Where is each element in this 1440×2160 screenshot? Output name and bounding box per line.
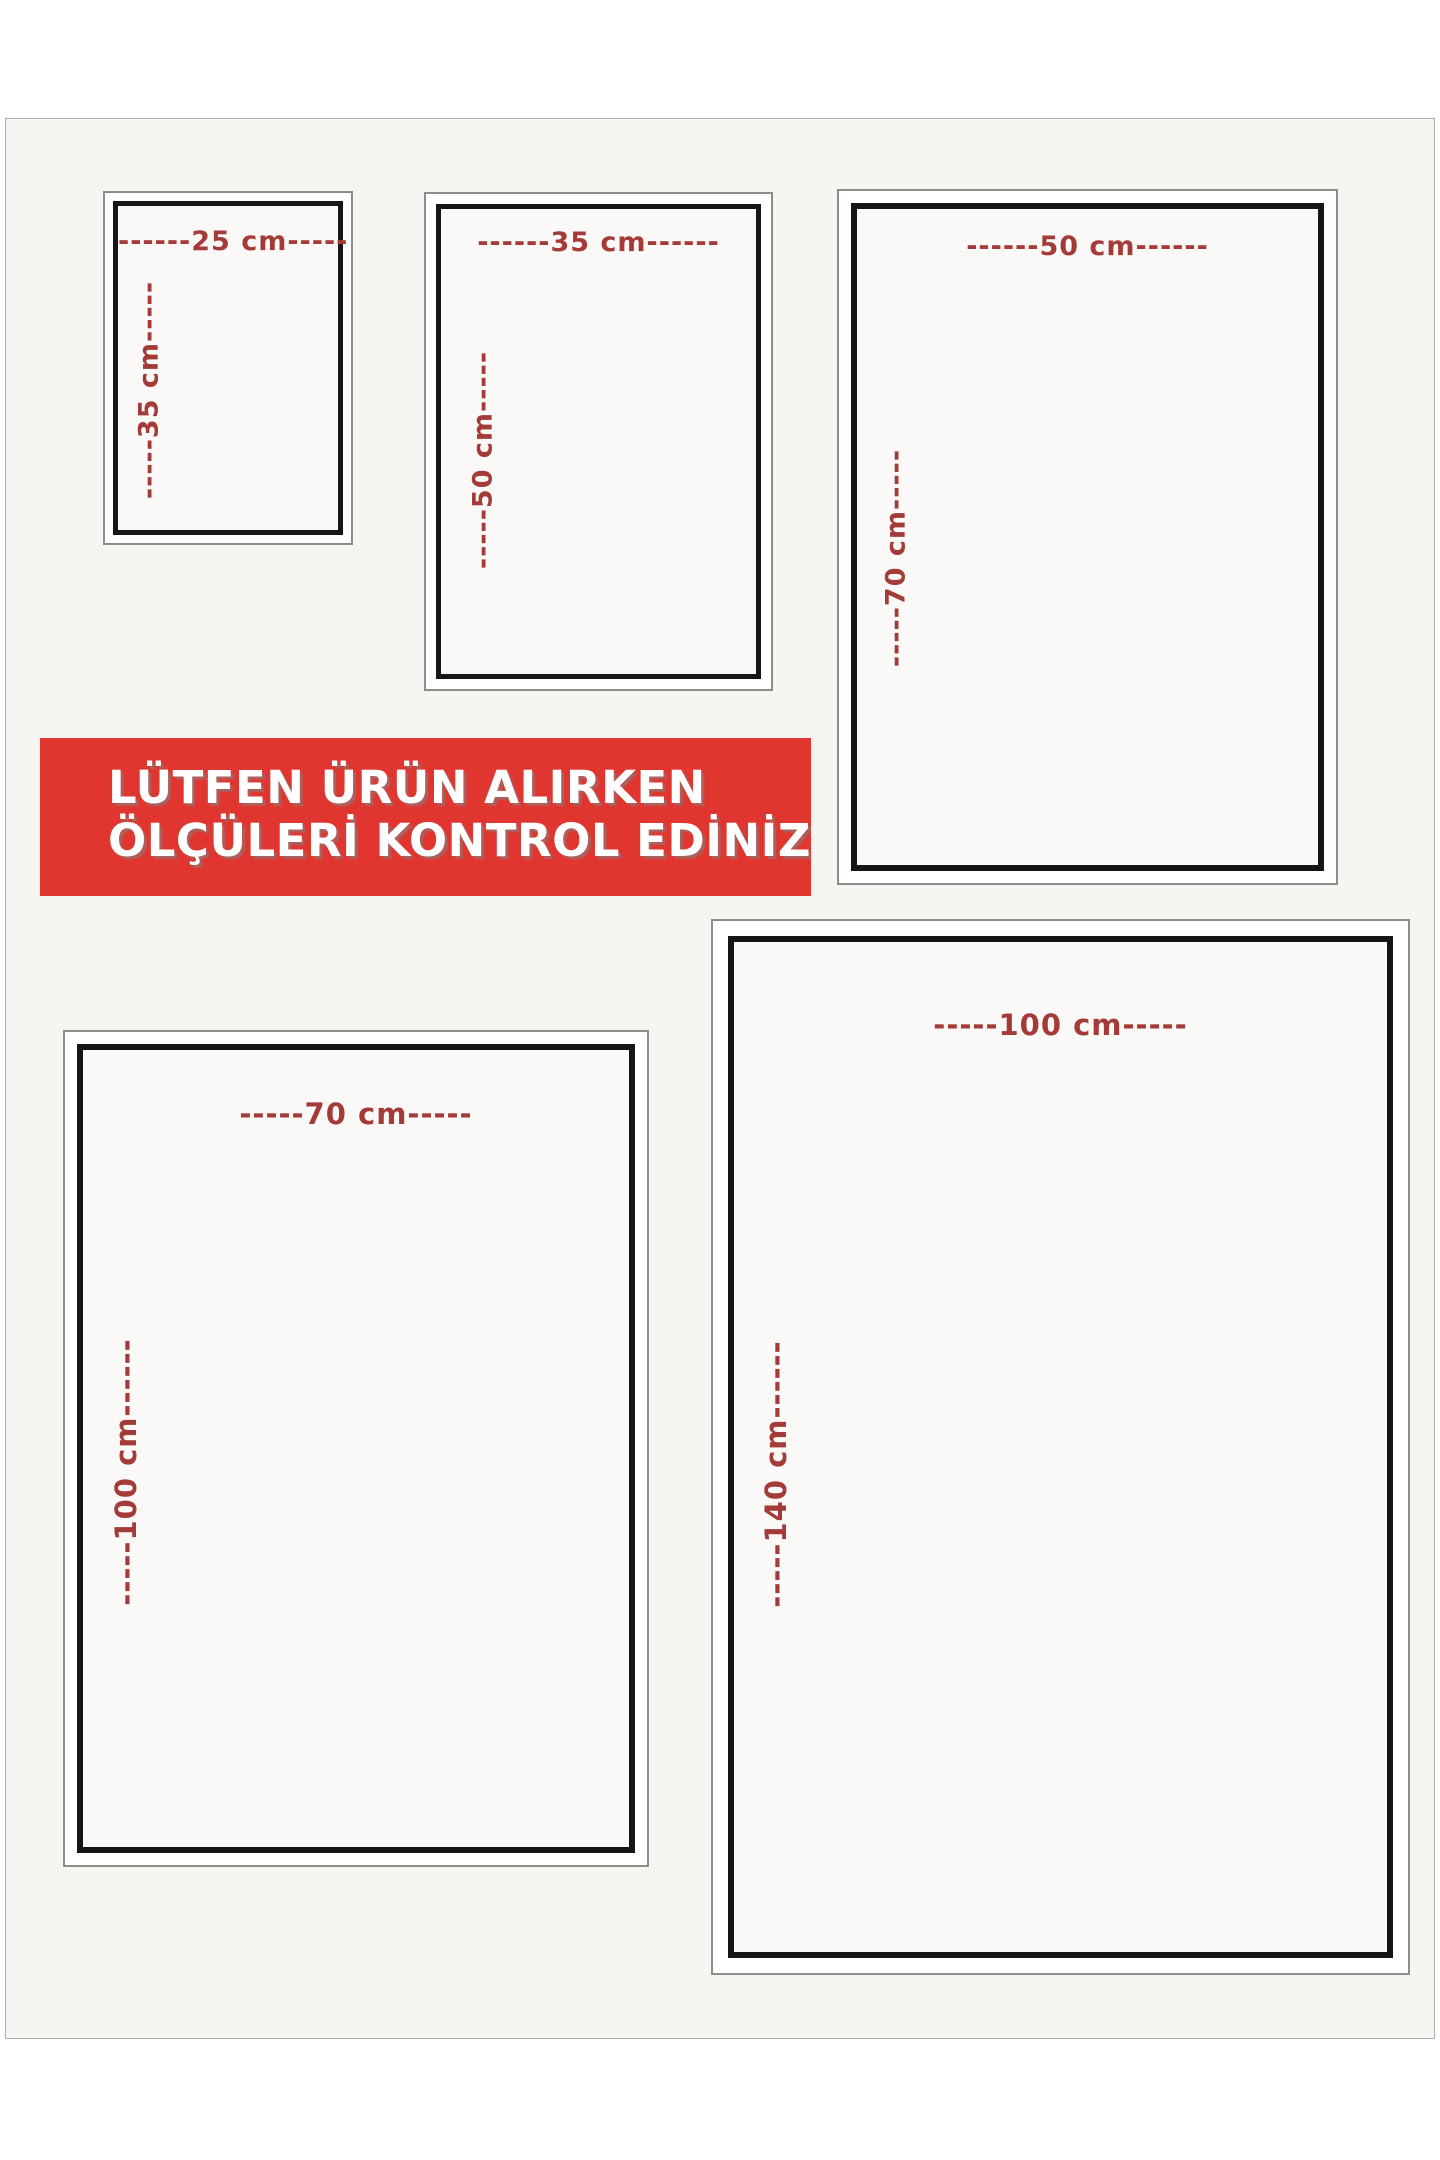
warning-banner-line-1: LÜTFEN ÜRÜN ALIRKEN	[108, 761, 706, 814]
size-box-70x100-height-label: -----100 cm------	[109, 1338, 143, 1606]
warning-banner	[40, 738, 811, 896]
size-box-35x50-frame	[436, 204, 761, 679]
size-box-25x35-width-label: ------25 cm-----	[118, 226, 349, 257]
size-box-35x50	[424, 192, 773, 691]
size-box-100x140-frame	[728, 936, 1393, 1958]
size-box-100x140-width-label: -----100 cm-----	[933, 1008, 1188, 1042]
warning-banner-line-2: ÖLÇÜLERİ KONTROL EDİNİZ	[108, 813, 812, 867]
size-box-25x35-height-label: -----35 cm-----	[133, 280, 165, 500]
size-box-25x35-frame	[113, 201, 349, 535]
size-box-100x140-height-label: -----140 cm------	[759, 1340, 793, 1608]
size-box-70x100-width-label: -----70 cm-----	[239, 1097, 473, 1131]
size-box-50x70-height-label: -----70 cm-----	[880, 448, 912, 668]
size-box-70x100-frame	[77, 1044, 635, 1853]
size-box-70x100	[63, 1030, 649, 1867]
size-box-50x70-width-label: ------50 cm------	[966, 231, 1209, 262]
size-box-100x140	[711, 919, 1410, 1975]
size-box-50x70-frame	[851, 203, 1324, 871]
size-box-35x50-width-label: ------35 cm------	[477, 227, 720, 258]
size-box-35x50-height-label: -----50 cm-----	[467, 350, 499, 570]
size-box-25x35	[103, 191, 353, 545]
size-box-50x70	[837, 189, 1338, 885]
